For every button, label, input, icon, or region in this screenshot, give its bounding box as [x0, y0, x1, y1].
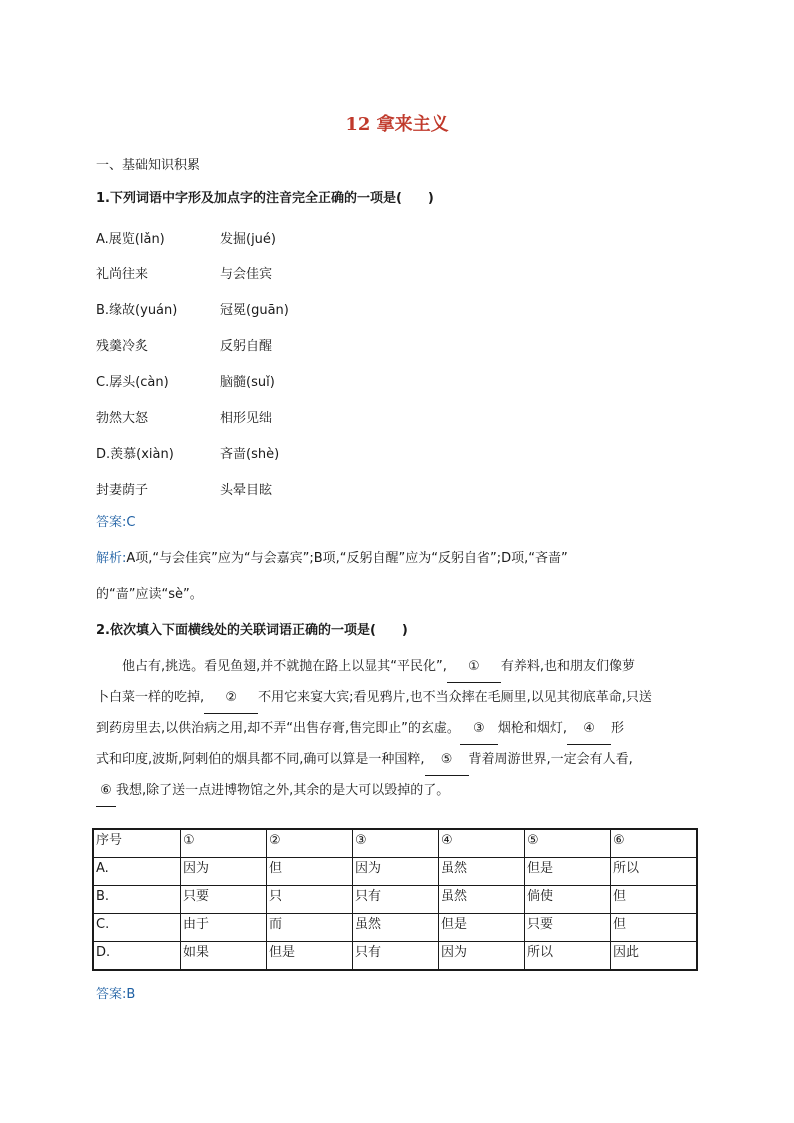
option-a-right-2: 与会佳宾	[220, 267, 273, 282]
table-cell: 因为	[439, 942, 525, 971]
blank-2: ②	[204, 683, 258, 714]
table-cell: 由于	[181, 914, 267, 942]
option-c-left: C.孱头(càn)	[96, 375, 169, 390]
question-1-answer: 答案:C	[96, 515, 136, 530]
table-cell: 但	[611, 914, 698, 942]
table-cell: 但	[267, 858, 353, 886]
option-d-right: 吝啬(shè)	[220, 447, 280, 462]
table-header-row	[93, 829, 697, 858]
blank-1: ①	[447, 652, 501, 683]
option-d-right-2: 头晕目眩	[220, 483, 273, 498]
table-cell: 只有	[353, 942, 439, 971]
table-row	[93, 858, 697, 886]
option-c-left-2: 勃然大怒	[96, 411, 149, 426]
question-2-stem: 2.依次填入下面横线处的关联词语正确的一项是( )	[96, 623, 408, 638]
table-cell: ②	[267, 829, 353, 858]
table-cell: D.	[93, 942, 181, 971]
question-1-stem: 1.下列词语中字形及加点字的注音完全正确的一项是( )	[96, 191, 434, 206]
question-2-answer: 答案:B	[96, 987, 136, 1002]
table-cell: 虽然	[439, 886, 525, 914]
option-c-right: 脑髓(suǐ)	[220, 375, 275, 390]
option-b-left: B.缘故(yuán)	[96, 303, 178, 318]
table-cell: 只要	[181, 886, 267, 914]
table-row	[93, 914, 697, 942]
table-cell: 但	[611, 886, 698, 914]
table-cell: 虽然	[439, 858, 525, 886]
option-b-left-2: 残羹冷炙	[96, 339, 149, 354]
table-cell: ④	[439, 829, 525, 858]
table-cell: 倘使	[525, 886, 611, 914]
table-cell: 因为	[353, 858, 439, 886]
table-cell: 但是	[439, 914, 525, 942]
table-cell: ①	[181, 829, 267, 858]
table-cell: 因为	[181, 858, 267, 886]
table-cell: 所以	[525, 942, 611, 971]
blank-3: ③	[460, 714, 498, 745]
table-cell: 而	[267, 914, 353, 942]
question-1-explanation: 解析:A项,“与会佳宾”应为“与会嘉宾”;B项,“反躬自醒”应为“反躬自省”;D项,“吝啬”	[96, 551, 568, 566]
option-a-right: 发掘(jué)	[220, 232, 276, 247]
table-cell: 但是	[267, 942, 353, 971]
question-1-explanation-cont: 的“啬”应读“sè”。	[96, 587, 203, 602]
table-cell: 只有	[353, 886, 439, 914]
option-a-left: A.展览(lǎn)	[96, 232, 165, 247]
option-d-left: D.羡慕(xiàn)	[96, 447, 174, 462]
answer-options-table	[92, 828, 698, 971]
section-heading: 一、基础知识积累	[96, 158, 201, 173]
table-cell: C.	[93, 914, 181, 942]
blank-6: ⑥	[96, 776, 116, 807]
table-row	[93, 886, 697, 914]
table-cell: ⑤	[525, 829, 611, 858]
table-cell: 因此	[611, 942, 698, 971]
question-2-passage: 他占有,挑选。看见鱼翅,并不就抛在路上以显其“平民化”, ① 有养料,也和朋友们像萝 卜白菜一样的吃掉, ② 不用它来宴大宾;看见鸦片,也不当众摔在毛厕里,以见其彻底革命,只送 到药房里去,以供治病之用,却不弄“出售存膏,售完即止”的玄虚。 ③ 烟枪和烟灯, ④ 形 式和印度,波斯,阿剌伯的烟具都不同,确可以算是一种国粹, ⑤ 背着周游世界,一定会有人看, ⑥ 我想,除了送一点进博物馆之外,其余的是大可以毁掉的了。	[96, 652, 702, 807]
table-cell: 虽然	[353, 914, 439, 942]
table-cell: B.	[93, 886, 181, 914]
blank-5: ⑤	[425, 745, 469, 776]
option-b-right-2: 反躬自醒	[220, 339, 273, 354]
option-b-right: 冠冕(guān)	[220, 303, 289, 318]
table-cell: 但是	[525, 858, 611, 886]
option-d-left-2: 封妻荫子	[96, 483, 149, 498]
blank-4: ④	[567, 714, 611, 745]
option-a-left-2: 礼尚往来	[96, 267, 149, 282]
table-cell: 所以	[611, 858, 698, 886]
table-cell: ⑥	[611, 829, 698, 858]
option-c-right-2: 相形见绌	[220, 411, 273, 426]
table-cell: ③	[353, 829, 439, 858]
table-cell: 只要	[525, 914, 611, 942]
table-cell: 只	[267, 886, 353, 914]
table-row	[93, 942, 697, 971]
page-title: 12 拿来主义	[345, 114, 449, 135]
table-cell: A.	[93, 858, 181, 886]
table-cell: 序号	[93, 829, 181, 858]
table-cell: 如果	[181, 942, 267, 971]
